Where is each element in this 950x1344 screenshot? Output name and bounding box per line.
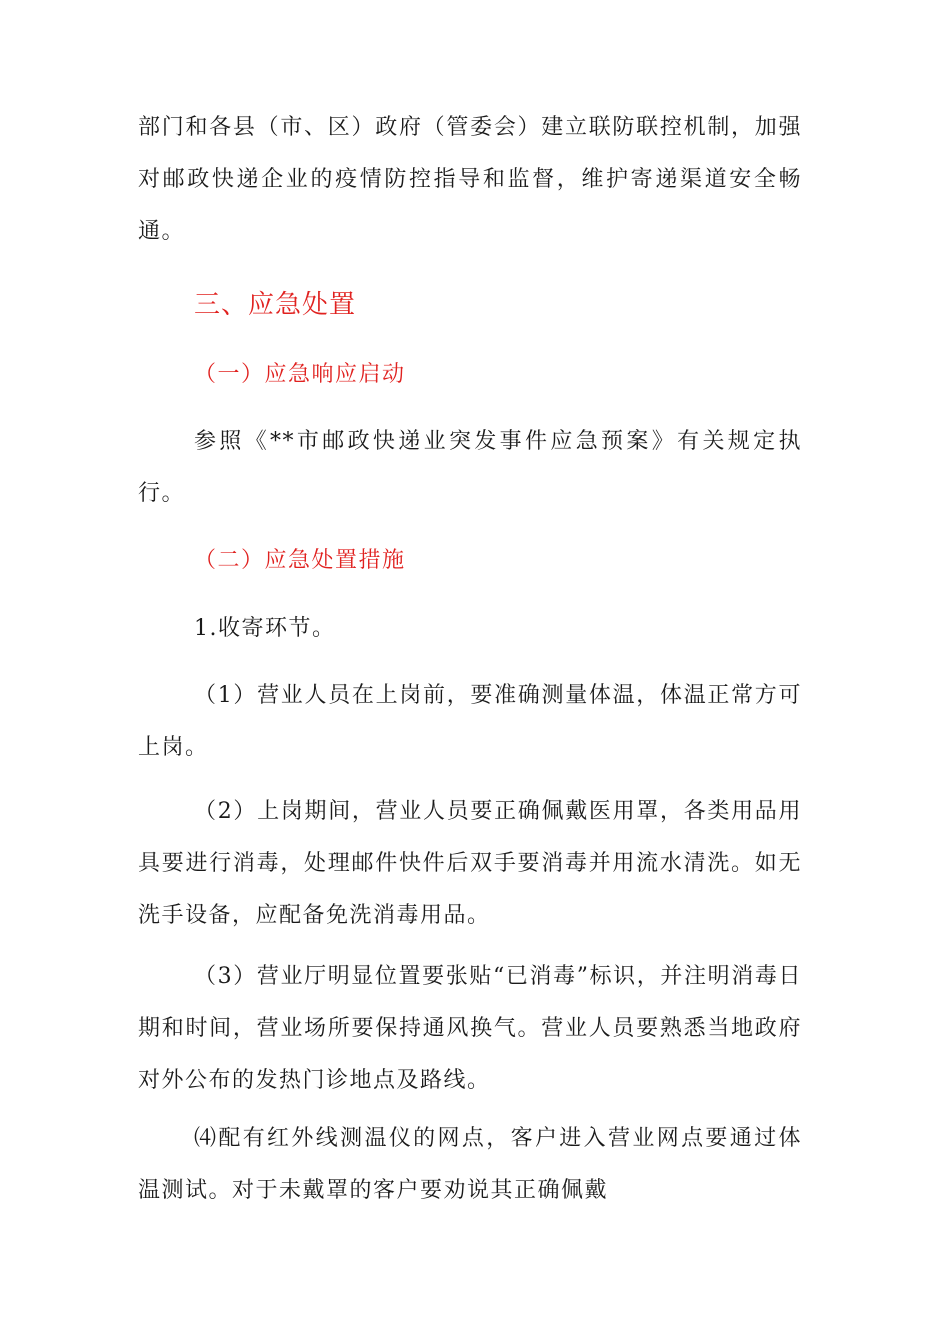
subheading-response-start: （一）应急响应启动 [194,362,406,387]
paragraph-response: 参照《**市邮政快递业突发事件应急预案》有关规定执行。 [138,429,802,506]
item-1-4: ⑷配有红外线测温仪的网点，客户进入营业网点要通过体温测试。对于未戴罩的客户要劝说其正确佩戴 [138,1126,802,1203]
item-1-2: （2）上岗期间，营业人员要正确佩戴医用罩，各类用品用具要进行消毒，处理邮件快件后双手要消毒并用流水清洗。如无洗手设备，应配备免洗消毒用品。 [138,799,802,928]
item-1-1: （1）营业人员在上岗前，要准确测量体温，体温正常方可上岗。 [138,683,802,760]
item-collection-title: 1.收寄环节。 [194,616,336,641]
paragraph-continuation: 部门和各县（市、区）政府（管委会）建立联防联控机制，加强对邮政快递企业的疫情防控指导和监督，维护寄递渠道安全畅通。 [138,115,802,244]
item-1-3: （3）营业厅明显位置要张贴“已消毒”标识，并注明消毒日期和时间，营业场所要保持通风换气。营业人员要熟悉当地政府对外公布的发热门诊地点及路线。 [138,964,802,1093]
subheading-measures: （二）应急处置措施 [194,548,406,573]
section-heading: 三、应急处置 [194,290,357,320]
